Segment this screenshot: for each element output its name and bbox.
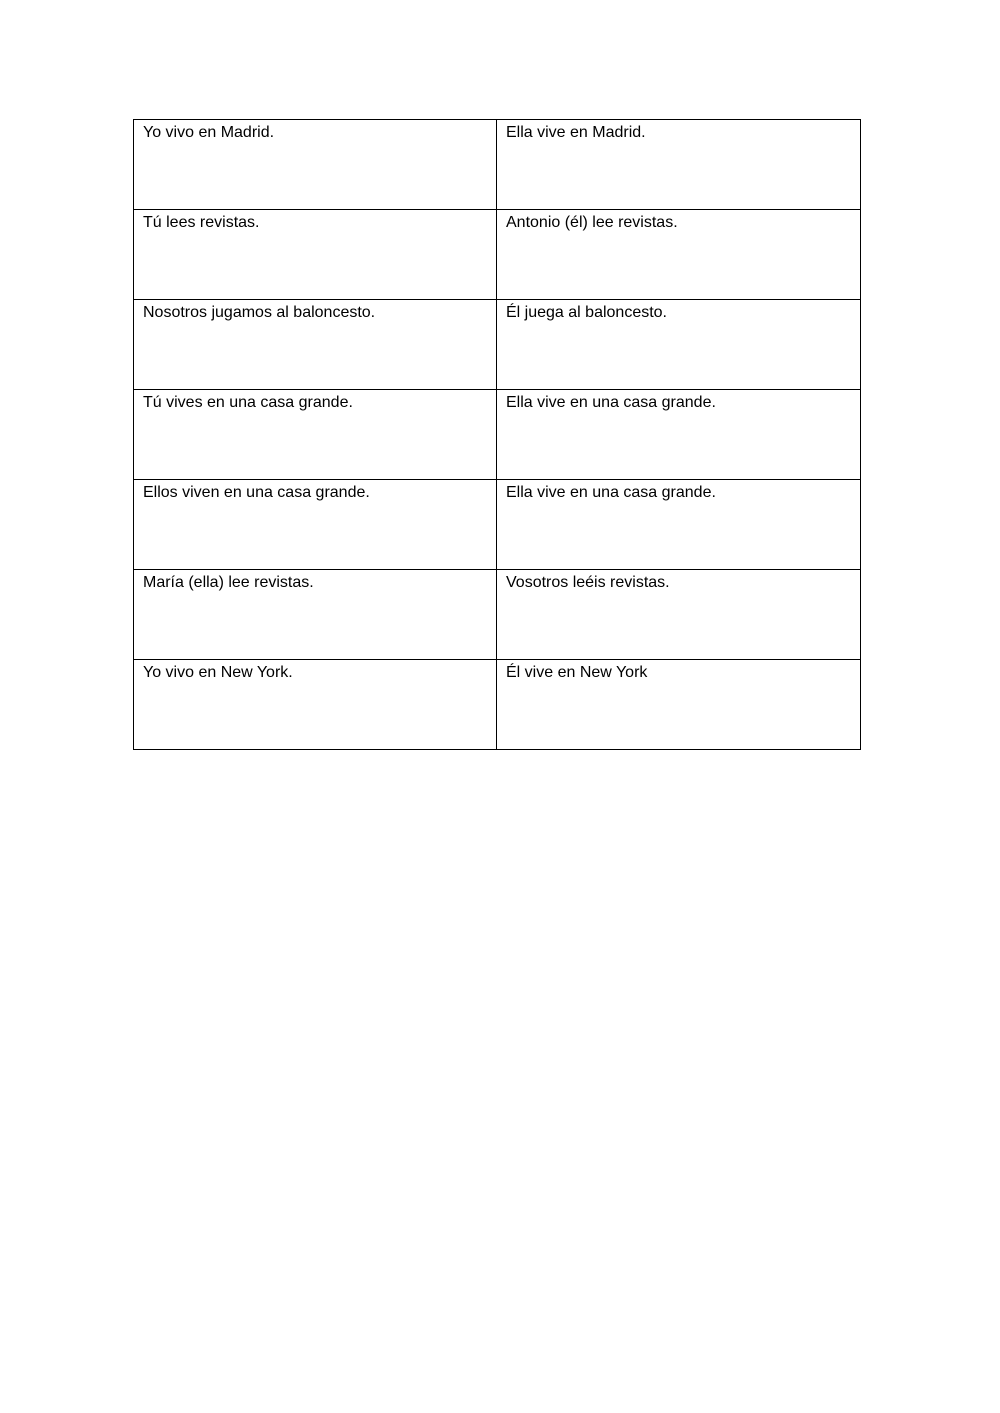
table-row (134, 480, 861, 570)
table-cell: Ella vive en una casa grande. (497, 390, 861, 480)
table-row (134, 570, 861, 660)
table-cell: Él vive en New York (497, 660, 861, 750)
table-cell: Ellos viven en una casa grande. (134, 480, 497, 570)
sentence-table (133, 119, 861, 750)
table-cell: Tú vives en una casa grande. (134, 390, 497, 480)
table-cell: Yo vivo en Madrid. (134, 120, 497, 210)
table-cell: Antonio (él) lee revistas. (497, 210, 861, 300)
table-cell: Tú lees revistas. (134, 210, 497, 300)
table-cell: Ella vive en una casa grande. (497, 480, 861, 570)
table-cell: Vosotros leéis revistas. (497, 570, 861, 660)
table-cell: María (ella) lee revistas. (134, 570, 497, 660)
table-row (134, 390, 861, 480)
table-cell: Él juega al baloncesto. (497, 300, 861, 390)
table-row (134, 210, 861, 300)
table-cell: Yo vivo en New York. (134, 660, 497, 750)
table-row (134, 300, 861, 390)
table-row (134, 120, 861, 210)
table-row (134, 660, 861, 750)
table-cell: Nosotros jugamos al baloncesto. (134, 300, 497, 390)
table-cell: Ella vive en Madrid. (497, 120, 861, 210)
